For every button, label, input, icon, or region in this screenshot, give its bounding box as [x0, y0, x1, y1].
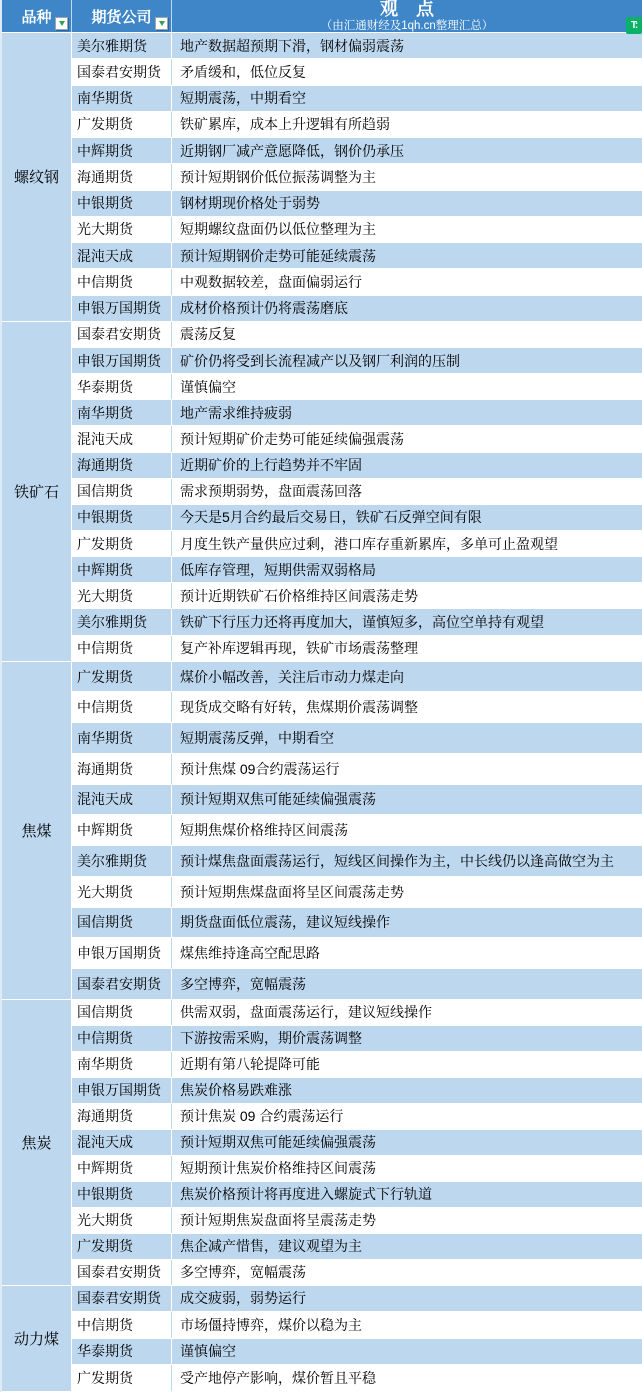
- commodity-section: [2, 1286, 642, 1392]
- viewpoint-cell: 焦炭价格易跌难涨: [180, 1082, 292, 1099]
- viewpoint-header-subtitle: （由汇通财经及1qh.cn整理汇总）: [320, 19, 494, 32]
- table-row: [72, 815, 642, 846]
- table-row: [72, 400, 642, 426]
- table-row: [72, 296, 642, 322]
- table-row: [72, 1339, 642, 1366]
- company-cell: 国泰君安期货: [72, 1260, 172, 1285]
- company-cell: 南华期货: [72, 1052, 172, 1077]
- company-cell: 海通期货: [72, 754, 172, 784]
- company-cell: 申银万国期货: [72, 938, 172, 968]
- viewpoint-cell: 预计近期铁矿石价格维持区间震荡走势: [180, 587, 418, 604]
- viewpoint-cell: 预计短期双焦可能延续偏强震荡: [180, 1134, 376, 1151]
- table-row: [72, 1104, 642, 1130]
- company-cell: 广发期货: [72, 1234, 172, 1259]
- viewpoint-cell: 预计短期钢价走势可能延续震荡: [180, 247, 376, 264]
- viewpoint-cell: 供需双弱，盘面震荡运行，建议短线操作: [180, 1004, 432, 1021]
- table-row: [72, 243, 642, 269]
- table-row: [72, 1234, 642, 1260]
- viewpoint-cell: 成材价格预计仍将震荡磨底: [180, 300, 348, 317]
- company-cell: 海通期货: [72, 164, 172, 189]
- viewpoint-cell: 多空博弈，宽幅震荡: [180, 1264, 306, 1281]
- company-cell: 中银期货: [72, 1182, 172, 1207]
- section-rows: [72, 662, 642, 1000]
- viewpoint-cell: 煤价小幅改善，关注后市动力煤走向: [180, 668, 404, 685]
- table-row: [72, 557, 642, 583]
- viewpoint-cell: 现货成交略有好转，焦煤期价震荡调整: [180, 699, 418, 716]
- viewpoint-cell: 焦炭价格预计将再度进入螺旋式下行轨道: [180, 1186, 432, 1203]
- company-cell: 中辉期货: [72, 1156, 172, 1181]
- company-cell: 中信期货: [72, 636, 172, 661]
- company-cell: 光大期货: [72, 1208, 172, 1233]
- variety-cell: 铁矿石: [2, 322, 72, 662]
- viewpoint-cell: 钢材期现价格处于弱势: [180, 195, 320, 212]
- table-row: [72, 479, 642, 505]
- viewpoint-cell: 中观数据较差，盘面偏弱运行: [180, 274, 362, 291]
- company-cell: 华泰期货: [72, 374, 172, 399]
- company-cell: 广发期货: [72, 531, 172, 556]
- viewpoint-cell: 预计短期焦炭盘面将呈震荡走势: [180, 1212, 376, 1229]
- table-row: [72, 877, 642, 908]
- viewpoint-cell: 短期焦煤价格维持区间震荡: [180, 822, 348, 839]
- viewpoint-cell: 短期震荡反弹，中期看空: [180, 730, 334, 747]
- viewpoint-cell: 短期震荡，中期看空: [180, 90, 306, 107]
- table-row: [72, 1286, 642, 1313]
- table-row: [72, 1078, 642, 1104]
- variety-cell: 螺纹钢: [2, 33, 72, 322]
- viewpoint-cell: 成交疲弱，弱势运行: [180, 1290, 306, 1307]
- table-row: [72, 1260, 642, 1286]
- table-row: [72, 453, 642, 479]
- table-row: [72, 138, 642, 164]
- table-row: [72, 1026, 642, 1052]
- viewpoint-cell: 地产数据超预期下滑，钢材偏弱震荡: [180, 37, 404, 54]
- viewpoint-cell: 多空博弈，宽幅震荡: [180, 975, 306, 992]
- variety-filter-dropdown-icon[interactable]: [55, 17, 68, 30]
- company-cell: 国信期货: [72, 479, 172, 504]
- viewpoint-cell: 预计短期焦煤盘面将呈区间震荡走势: [180, 883, 404, 900]
- company-cell: 中银期货: [72, 505, 172, 530]
- viewpoint-cell: 预计短期双焦可能延续偏强震荡: [180, 791, 376, 808]
- viewpoint-cell: 近期矿价的上行趋势并不牢固: [180, 457, 362, 474]
- table-row: [72, 505, 642, 531]
- table-header-row: [2, 0, 642, 33]
- company-cell: 申银万国期货: [72, 1078, 172, 1103]
- viewpoint-cell: 近期有第八轮提降可能: [180, 1056, 320, 1073]
- table-row: [72, 1182, 642, 1208]
- viewpoint-cell: 低库存管理，短期供需双弱格局: [180, 561, 376, 578]
- viewpoint-cell: 月度生铁产量供应过剩，港口库存重新累库，多单可止盈观望: [180, 535, 558, 552]
- watermark-logo-icon: T:: [626, 17, 642, 34]
- table-row: [72, 609, 642, 635]
- company-cell: 中信期货: [72, 1026, 172, 1051]
- viewpoint-cell: 今天是5月合约最后交易日，铁矿石反弹空间有限: [180, 509, 482, 526]
- company-cell: 中辉期货: [72, 815, 172, 845]
- viewpoint-cell: 谨慎偏空: [180, 378, 236, 395]
- viewpoint-cell: 谨慎偏空: [180, 1343, 236, 1360]
- table-row: [72, 1208, 642, 1234]
- table-row: [72, 785, 642, 816]
- company-cell: 中辉期货: [72, 557, 172, 582]
- company-cell: 中信期货: [72, 692, 172, 722]
- company-cell: 广发期货: [72, 1365, 172, 1391]
- company-cell: 国泰君安期货: [72, 1286, 172, 1312]
- table-row: [72, 662, 642, 693]
- chevron-down-icon: [159, 21, 165, 26]
- company-cell: 光大期货: [72, 877, 172, 907]
- company-cell: 混沌天成: [72, 243, 172, 268]
- viewpoint-cell: 预计焦炭 09 合约震荡运行: [180, 1108, 344, 1125]
- company-header-cell: [72, 0, 172, 32]
- variety-cell: 焦煤: [2, 662, 72, 1000]
- viewpoint-cell: 需求预期弱势，盘面震荡回落: [180, 483, 362, 500]
- table-row: [72, 1052, 642, 1078]
- viewpoint-cell: 短期螺纹盘面仍以低位整理为主: [180, 221, 376, 238]
- table-row: [72, 1156, 642, 1182]
- table-row: [72, 322, 642, 348]
- table-row: [72, 583, 642, 609]
- table-row: [72, 59, 642, 85]
- company-cell: 混沌天成: [72, 426, 172, 451]
- viewpoint-header-cell: [172, 0, 642, 32]
- commodity-section: [2, 322, 642, 662]
- table-row: [72, 426, 642, 452]
- company-cell: 中银期货: [72, 191, 172, 216]
- company-cell: 国泰君安期货: [72, 59, 172, 84]
- company-cell: 南华期货: [72, 400, 172, 425]
- viewpoint-header-label: 观 点: [380, 0, 434, 20]
- viewpoint-cell: 期货盘面低位震荡，建议短线操作: [180, 914, 390, 931]
- viewpoint-cell: 焦企减产惜售，建议观望为主: [180, 1238, 362, 1255]
- table-row: [72, 1312, 642, 1339]
- company-cell: 海通期货: [72, 1104, 172, 1129]
- company-cell: 国信期货: [72, 908, 172, 938]
- table-row: [72, 723, 642, 754]
- table-row: [72, 969, 642, 1000]
- viewpoint-cell: 预计煤焦盘面震荡运行，短线区间操作为主，中长线仍以逢高做空为主: [180, 852, 614, 869]
- viewpoint-cell: 预计短期矿价走势可能延续偏强震荡: [180, 431, 404, 448]
- company-cell: 光大期货: [72, 217, 172, 242]
- table-body: [2, 33, 642, 1392]
- company-cell: 美尔雅期货: [72, 33, 172, 58]
- section-rows: [72, 1286, 642, 1392]
- company-cell: 申银万国期货: [72, 348, 172, 373]
- viewpoint-cell: 下游按需采购，期价震荡调整: [180, 1030, 362, 1047]
- table-row: [72, 86, 642, 112]
- company-cell: 南华期货: [72, 86, 172, 111]
- viewpoint-cell: 地产需求维持疲弱: [180, 404, 292, 421]
- table-row: [72, 217, 642, 243]
- company-filter-dropdown-icon[interactable]: [155, 17, 168, 30]
- table-row: [72, 846, 642, 877]
- company-cell: 广发期货: [72, 662, 172, 692]
- company-cell: 中辉期货: [72, 138, 172, 163]
- viewpoint-cell: 近期钢厂减产意愿降低，钢价仍承压: [180, 142, 404, 159]
- viewpoint-cell: 预计短期钢价低位振荡调整为主: [180, 168, 376, 185]
- table-row: [72, 1000, 642, 1026]
- table-row: [72, 1365, 642, 1392]
- chevron-down-icon: [59, 21, 65, 26]
- company-cell: 美尔雅期货: [72, 846, 172, 876]
- viewpoint-cell: 复产补库逻辑再现，铁矿市场震荡整理: [180, 640, 418, 657]
- viewpoint-cell: 受产地停产影响，煤价暂且平稳: [180, 1369, 376, 1386]
- viewpoint-cell: 铁矿累库，成本上升逻辑有所趋弱: [180, 116, 390, 133]
- viewpoint-cell: 矛盾缓和，低位反复: [180, 63, 306, 80]
- table-row: [72, 938, 642, 969]
- company-header-label: 期货公司: [91, 8, 152, 26]
- section-rows: [72, 33, 642, 322]
- viewpoint-cell: 市场僵持博弈，煤价以稳为主: [180, 1316, 362, 1333]
- company-cell: 国信期货: [72, 1000, 172, 1025]
- company-cell: 混沌天成: [72, 1130, 172, 1155]
- variety-cell: 动力煤: [2, 1286, 72, 1392]
- company-cell: 中信期货: [72, 1312, 172, 1338]
- table-row: [72, 531, 642, 557]
- company-cell: 国泰君安期货: [72, 969, 172, 999]
- table-row: [72, 191, 642, 217]
- viewpoint-cell: 短期预计焦炭价格维持区间震荡: [180, 1160, 376, 1177]
- section-rows: [72, 1000, 642, 1286]
- table-row: [72, 269, 642, 295]
- table-row: [72, 112, 642, 138]
- section-rows: [72, 322, 642, 662]
- viewpoint-cell: 震荡反复: [180, 326, 236, 343]
- viewpoint-cell: 铁矿下行压力还将再度加大，谨慎短多，高位空单持有观望: [180, 614, 544, 631]
- commodity-section: [2, 1000, 642, 1286]
- company-cell: 光大期货: [72, 583, 172, 608]
- company-cell: 中信期货: [72, 269, 172, 294]
- variety-header-label: 品种: [21, 8, 52, 26]
- company-cell: 广发期货: [72, 112, 172, 137]
- table-row: [72, 636, 642, 662]
- commodity-section: [2, 662, 642, 1000]
- company-cell: 申银万国期货: [72, 296, 172, 321]
- company-cell: 华泰期货: [72, 1339, 172, 1365]
- commodity-section: [2, 33, 642, 322]
- company-cell: 海通期货: [72, 453, 172, 478]
- table-row: [72, 754, 642, 785]
- table-row: [72, 692, 642, 723]
- company-cell: 混沌天成: [72, 785, 172, 815]
- viewpoint-cell: 预计焦煤 09合约震荡运行: [180, 760, 340, 777]
- variety-header-cell: [2, 0, 72, 32]
- company-cell: 美尔雅期货: [72, 609, 172, 634]
- table-row: [72, 1130, 642, 1156]
- table-row: [72, 33, 642, 59]
- variety-cell: 焦炭: [2, 1000, 72, 1286]
- table-row: [72, 164, 642, 190]
- table-row: [72, 348, 642, 374]
- viewpoint-cell: 矿价仍将受到长流程减产以及钢厂利润的压制: [180, 352, 460, 369]
- viewpoint-cell: 煤焦维持逢高空配思路: [180, 945, 320, 962]
- table-row: [72, 374, 642, 400]
- company-cell: 南华期货: [72, 723, 172, 753]
- table-row: [72, 908, 642, 939]
- company-cell: 国泰君安期货: [72, 322, 172, 347]
